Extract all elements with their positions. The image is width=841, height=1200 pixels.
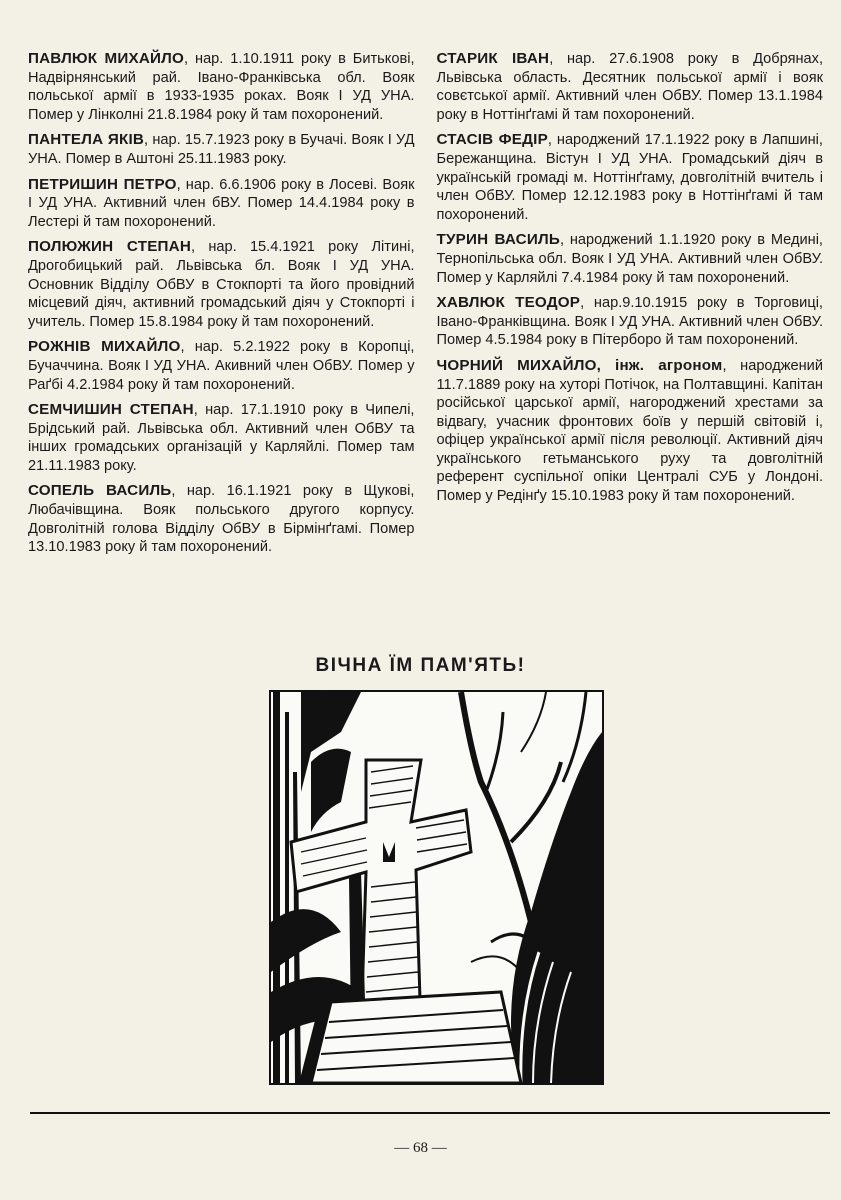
entry-name: ПЕТРИШИН ПЕТРО <box>28 175 177 193</box>
cross-and-tree-woodcut <box>271 692 602 1083</box>
entry-text: , народжений 1.1.1920 року в Медині, Тернопільська обл. Вояк І УД УНА. Активний член ОбВУ. Помер у Карляйлі 7.4.1984 року й там похоронений. <box>436 232 823 286</box>
entry-text: , нар. 6.6.1906 року в Лосеві. Вояк І УД УНА. Активний член бВУ. Помер 14.4.1984 року в Лестері й там похоронений. <box>28 176 415 230</box>
obituary-entry <box>28 50 415 124</box>
footer-rule <box>30 1112 830 1114</box>
obituary-entry <box>437 357 824 506</box>
obituary-entry <box>28 238 415 331</box>
entry-name: РОЖНІВ МИХАЙЛО <box>28 338 181 356</box>
entry-text: , нар. 27.6.1908 року в Добрянах, Львівська область. Десятник польської армії і вояк совєтської армії. Активний член ОбВУ. Помер 13.1.1984 року в Ноттінґгамі й там похоронений. <box>436 51 823 123</box>
right-column <box>437 50 824 564</box>
obituary-entry <box>437 131 824 224</box>
entry-text: , нар. 17.1.1910 року в Чипелі, Брідський рай. Львівська обл. Активний член ОбВУ та інших громадських організацій у Карляйлі. Помер там 21.11.1983 року. <box>28 402 415 474</box>
left-column <box>28 50 415 564</box>
obituary-entry <box>437 50 824 124</box>
entry-text: , нар. 15.4.1921 року Літині, Дрогобицький рай. Львівська бл. Вояк І УД УНА. Основник Відділу ОбВУ в Стокпорті та його провідний місцевий діяч, активний громадський діяч у Стокпорті і учитель. Помер 15.8.1984 року й там похоронений. <box>28 239 415 330</box>
entry-text: , народжений 17.1.1922 року в Лапшині, Бережанщина. Вістун І УД УНА. Громадський діяч в українській громаді м. Ноттінґгаму, довголітній вчитель і член ОбВУ. Помер 12.12.1983 року в Ноттінґгамі й там похоронений. <box>436 132 823 223</box>
memorial-motto: ВІЧНА ЇМ ПАМ'ЯТЬ! <box>315 655 526 676</box>
entry-text: , нар. 16.1.1921 року в Щукові, Любачівщина. Вояк польського другого корпусу. Довголітній голова Відділу ОбВУ в Бірмінґгамі. Помер 13.10.1983 року й там похоронений. <box>28 483 415 556</box>
entry-name: ПАНТЕЛА ЯКІВ <box>28 131 145 149</box>
entry-name: ПОЛЮЖИН СТЕПАН <box>28 238 191 256</box>
entry-name: ПАВЛЮК МИХАЙЛО <box>28 50 185 67</box>
entry-text: , народжений 11.7.1889 року на хуторі Потічок, на Полтавщині. Капітан російської царської армії, нагороджений хрестами за відвагу, учасник фронтових боїв у першій світовій і, офіцер української армії після революції. Активний діяч українського гетьманського руху та довголітній референт суспільної опіки Централі СУБ у Лондоні. Помер у Редінґу 15.10.1983 року й там похоронений. <box>436 357 823 505</box>
entry-name: ТУРИН ВАСИЛЬ <box>436 231 560 249</box>
entry-name: ХАВЛЮК ТЕОДОР <box>436 294 581 312</box>
entry-name: СОПЕЛЬ ВАСИЛЬ <box>28 482 172 500</box>
entry-text: , нар. 15.7.1923 року в Бучачі. Вояк І УД УНА. Помер в Аштоні 25.11.1983 року. <box>28 132 415 167</box>
page-number: — 68 — <box>394 1140 447 1156</box>
obituary-columns <box>28 50 823 564</box>
entry-name: СЕМЧИШИН СТЕПАН <box>28 401 194 419</box>
entry-text: , нар. 5.2.1922 року в Коропці, Бучаччина. Вояк І УД УНА. Акивний член ОбВУ. Помер у Раґбі 4.2.1984 року й там похоронений. <box>28 339 415 393</box>
obituary-entry <box>28 482 415 556</box>
entry-text: , нар. 1.10.1911 року в Битькові, Надвірнянський рай. Івано-Франківська обл. Вояк польської армії в 1933-1935 роках. Вояк І УД УНА. Помер у Лінколні 21.8.1984 року й там похоронений. <box>28 51 415 123</box>
obituary-entry <box>28 338 415 394</box>
entry-text: , нар.9.10.1915 року в Торговиці, Івано-Франківщина. Вояк І УД УНА. Активний член ОбВУ. Помер 4.5.1984 року в Пітерборо й там похоронений. <box>436 295 823 349</box>
entry-name: СТАРИК ІВАН <box>436 50 550 67</box>
obituary-entry <box>28 176 415 232</box>
obituary-entry <box>28 131 415 168</box>
entry-name: СТАСІВ ФЕДІР <box>436 131 548 149</box>
obituary-entry <box>437 294 824 350</box>
obituary-entry <box>437 231 824 287</box>
entry-name: ЧОРНИЙ МИХАЙЛО, інж. агроном <box>436 356 723 374</box>
memorial-woodcut-illustration <box>269 690 604 1085</box>
obituary-entry <box>28 401 415 475</box>
